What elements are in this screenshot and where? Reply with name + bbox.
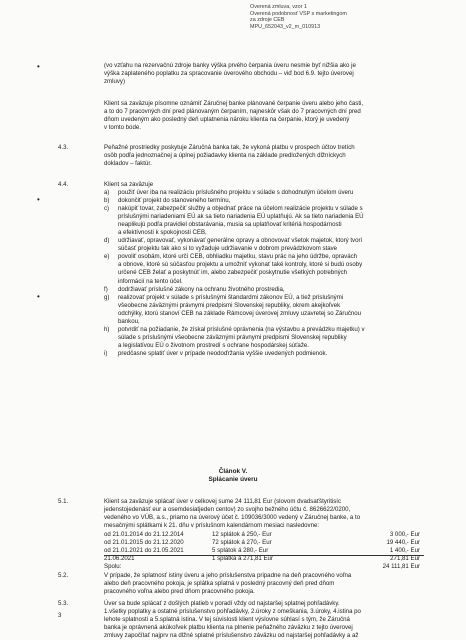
text-line: a efektívnosti k spokojnosti CEB,	[118, 229, 207, 237]
obligations-list	[104, 189, 424, 358]
text-line: mesačnými splátkami k 21. dňu v príslušnom kalendárnom mesiaci nasledovne:	[104, 522, 320, 530]
page-number: 3	[58, 613, 62, 619]
section-number: 5.1.	[58, 498, 69, 505]
text-line: informácií na tento účel.	[118, 277, 183, 285]
margin-mark: •	[37, 62, 40, 71]
text-line: odchýlky, ktorú stanoví CEB na základe Rámcovej úverovej zmluvy uzavretej so Záručnou	[118, 309, 362, 317]
item-letter: i)	[104, 349, 108, 357]
text-line: použiť úver iba na realizáciu príslušného projektu v súlade s dohodnutým účelom úveru	[118, 189, 354, 196]
text-line: V prípade, že splatnosť istiny úveru a jeho príslušenstva pripadne na deň pracovného voľna	[104, 572, 352, 579]
repayment-schedule	[104, 531, 424, 571]
schedule-row	[104, 531, 424, 539]
text-line: zmluvy započítať najprv na dlžné splatné príslušenstvo záväzku od najstaršej pohľadávky a až	[104, 632, 359, 640]
text-line: výška zaplateného poplatku za spracovanie úverového obchodu – viď bod 6.9. tejto úverovej	[104, 70, 354, 78]
text-line: zmluvy)	[104, 78, 125, 86]
text-line: (vo vzťahu na rezervačnú zdroje banky výška prvého čerpania úveru nesmie byť nižšia ako je	[104, 62, 356, 69]
list-item	[104, 189, 424, 197]
section-4-3	[104, 144, 355, 168]
section-number: 4.4.	[58, 181, 69, 188]
text-line: jedenstojedenásť eur a osemdesiatjeden centov) zo svojho bežného účtu č. 8626622/0200,	[104, 506, 351, 514]
section-5-2	[104, 572, 351, 596]
stamp-line: Overená zmluva, vzor 1	[250, 4, 307, 10]
item-letter: h)	[104, 325, 110, 333]
stamp-line: za zdroje CEB	[250, 17, 285, 24]
schedule-total-row	[104, 563, 424, 571]
text-line: bankou,	[118, 317, 140, 325]
schedule-count: 72 splátok á 270,- Eur	[212, 539, 272, 547]
schedule-period: od 21.01.2015 do 21.12.2020	[104, 539, 184, 547]
schedule-amount: 3 000,- Eur	[389, 531, 420, 538]
total-value: 24 111,81 Eur	[382, 563, 420, 571]
section-number: 5.2.	[58, 572, 69, 579]
schedule-period: od 21.01.2014 do 21.12.2014	[104, 531, 184, 538]
item-letter: c)	[104, 205, 110, 213]
section-number: 4.3.	[58, 144, 69, 151]
section-number: 5.3.	[58, 600, 69, 607]
text-line: osôb podľa jednoznačnej a úplnej požiadavky klienta na základe predložených dlžníckych	[104, 152, 346, 160]
schedule-row	[104, 547, 424, 555]
schedule-amount: 19 440,- Eur	[386, 539, 420, 547]
list-item	[104, 294, 424, 326]
schedule-row	[104, 539, 424, 547]
section-4-4-title: Klient sa zaväzuje	[104, 181, 154, 188]
text-line: dokladov – faktúr.	[104, 160, 152, 168]
item-letter: a)	[104, 189, 110, 196]
notify-paragraph	[104, 100, 363, 132]
section-5-3	[104, 600, 361, 640]
item-letter: d)	[104, 237, 110, 245]
total-label: Spolu:	[104, 563, 122, 571]
intro-paragraph	[104, 62, 356, 86]
article-title: Článok V.	[218, 468, 248, 475]
text-line: súlade s príslušnými všeobecne záväznými právnymi predpismi Slovenskej republiky	[118, 333, 347, 341]
text-line: Peňažné prostriedky poskytuje Záručná banka tak, že vykoná platbu v prospech účtov tretích	[104, 144, 355, 151]
stamp-line: Overená podobnosť VSP s marketingom	[250, 10, 347, 17]
list-item	[104, 286, 424, 294]
text-line: banka je oprávnená akúkoľvek platbu klienta na plnenie peňažného záväzku z tejto úverovej	[104, 624, 353, 632]
text-line: Klient sa zaväzuje splácať úver v celkovej sume 24 111,81 Eur (slovom dvadsaťštyritisíc	[104, 498, 342, 505]
list-item	[104, 326, 424, 350]
text-line: určené CEB želať a poskytnúť im, alebo zabezpečiť poskytnutie všetkých potrebných	[118, 269, 348, 277]
item-letter: f)	[104, 285, 108, 293]
section-5-1	[104, 498, 360, 530]
text-line: Úver sa bude splácať z došlých platieb v poradí vždy od najstaršej splatnej pohľadávky.	[104, 600, 340, 607]
text-line: realizovať projekt v súlade s príslušnými štandardmi zákonov EÚ, a tiež príslušnými	[118, 293, 344, 301]
text-line: a legislatívou EÚ o životnom prostredí s ochrane hospodárskej súťaže.	[118, 341, 309, 349]
text-line: dňom uvedeným ako posledný deň uplatnenia nároku klienta na čerpanie, ktorý je uvedený	[104, 116, 350, 124]
text-line: potvrdiť na požiadanie, že získal príslušné oprávnenia (na výstavbu a prevádzku majetku) v	[118, 325, 365, 333]
text-line: lehote splatnosti a 5.splatná istina. V tej súvislosti klient výslovne súhlasí s tým, že Záručná	[104, 616, 350, 624]
list-item	[104, 205, 424, 237]
text-line: 1.všetky poplatky a ostatné príslušenstvo pohľadávky, 2.úroky z omeškania, 3.úroky, 4.istina po	[104, 608, 361, 616]
schedule-period: od 21.01.2021 do 21.05.2021	[104, 547, 184, 555]
text-line: a obnove, ktoré sú súčasťou projektu a umožniť vykonať také kontroly, ktoré si budú osoby	[118, 261, 363, 269]
item-letter: b)	[104, 197, 110, 205]
article-subtitle: Splácanie úveru	[208, 476, 258, 483]
list-item	[104, 197, 424, 205]
text-line: dodržiavať príslušné zákony na ochranu životného prostredia,	[118, 285, 285, 293]
text-line: predčasne splatiť úver v prípade neodoďržania vyššie uvedených podmienok.	[118, 349, 328, 357]
schedule-period: 21.06.2021	[104, 555, 135, 563]
text-line: udržiavať, opravovať, vykonávať generálne opravy a obnovovať všetok majetok, ktorý tvorí	[118, 237, 363, 245]
schedule-count: 1 splátka á 271,81 Eur	[212, 555, 273, 563]
text-line: súčasť projektu tak ako si to vyžaduje udržiavanie v dobrom prevádzkovom stave	[118, 245, 338, 253]
list-item	[104, 350, 424, 358]
text-line: alebo deň pracovného pokoja, je splátka splatná v posledný pracovný deň pred dňom	[104, 580, 335, 588]
schedule-amount: 271,81 Eur	[390, 555, 420, 563]
text-line: príslušnými nariadeniami EÚ ak sa tieto nariadenia EÚ uplatňujú. Ak sa tieto nariadenia EÚ	[118, 213, 364, 221]
text-line: neaplikujú podľa pravidiel obstarávania, musia sa uplatňovať kritériá hospodárnosti	[118, 221, 342, 229]
text-line: v tomto bode.	[104, 124, 141, 132]
verification-stamp	[250, 4, 380, 30]
item-letter: e)	[104, 253, 110, 261]
schedule-amount: 1 400,- Eur	[389, 547, 420, 555]
schedule-count: 5 splátok á 280,- Eur	[212, 547, 269, 555]
text-line: nakúpiť tovar, zabezpečiť služby a objednať práce na účelom realizácie projektu v súlade s	[118, 205, 363, 213]
margin-mark: •	[37, 195, 40, 204]
text-line: pracovného voľna alebo pred dňom pracovného pokoja.	[104, 588, 255, 596]
total-divider	[104, 555, 424, 556]
text-line: povoliť osobám, ktoré určí CEB, obhliadku majetku, stavu prác na jeho údržbe, opravách	[118, 253, 358, 261]
margin-mark: •	[37, 292, 40, 301]
list-item	[104, 237, 424, 253]
schedule-row	[104, 555, 424, 563]
text-line: Klient sa zaväzuje písomne oznámiť Záručnej banke plánované čerpanie úveru alebo jeho časti,	[104, 100, 364, 107]
text-line: vedeného vo VÚB, a.s., priamo na úverový účet č. 109036/3000 vedený v Záručnej banke, a to	[104, 514, 361, 522]
stamp-line: MPU_652043_v2_m_010913	[250, 23, 321, 30]
text-line: dokončiť projekt do stanoveného termínu,	[118, 197, 231, 205]
item-letter: g)	[104, 293, 110, 301]
text-line: a to do 7 pracovných dní pred plánovaným čerpaním, najneskôr však do 7 pracovných dní pred	[104, 108, 361, 116]
schedule-count: 12 splátok á 250,- Eur	[212, 531, 272, 538]
list-item	[104, 253, 424, 285]
text-line: všeobecne záväznými právnymi predpismi Slovenskej republiky, okrem akejkoľvek	[118, 301, 341, 309]
